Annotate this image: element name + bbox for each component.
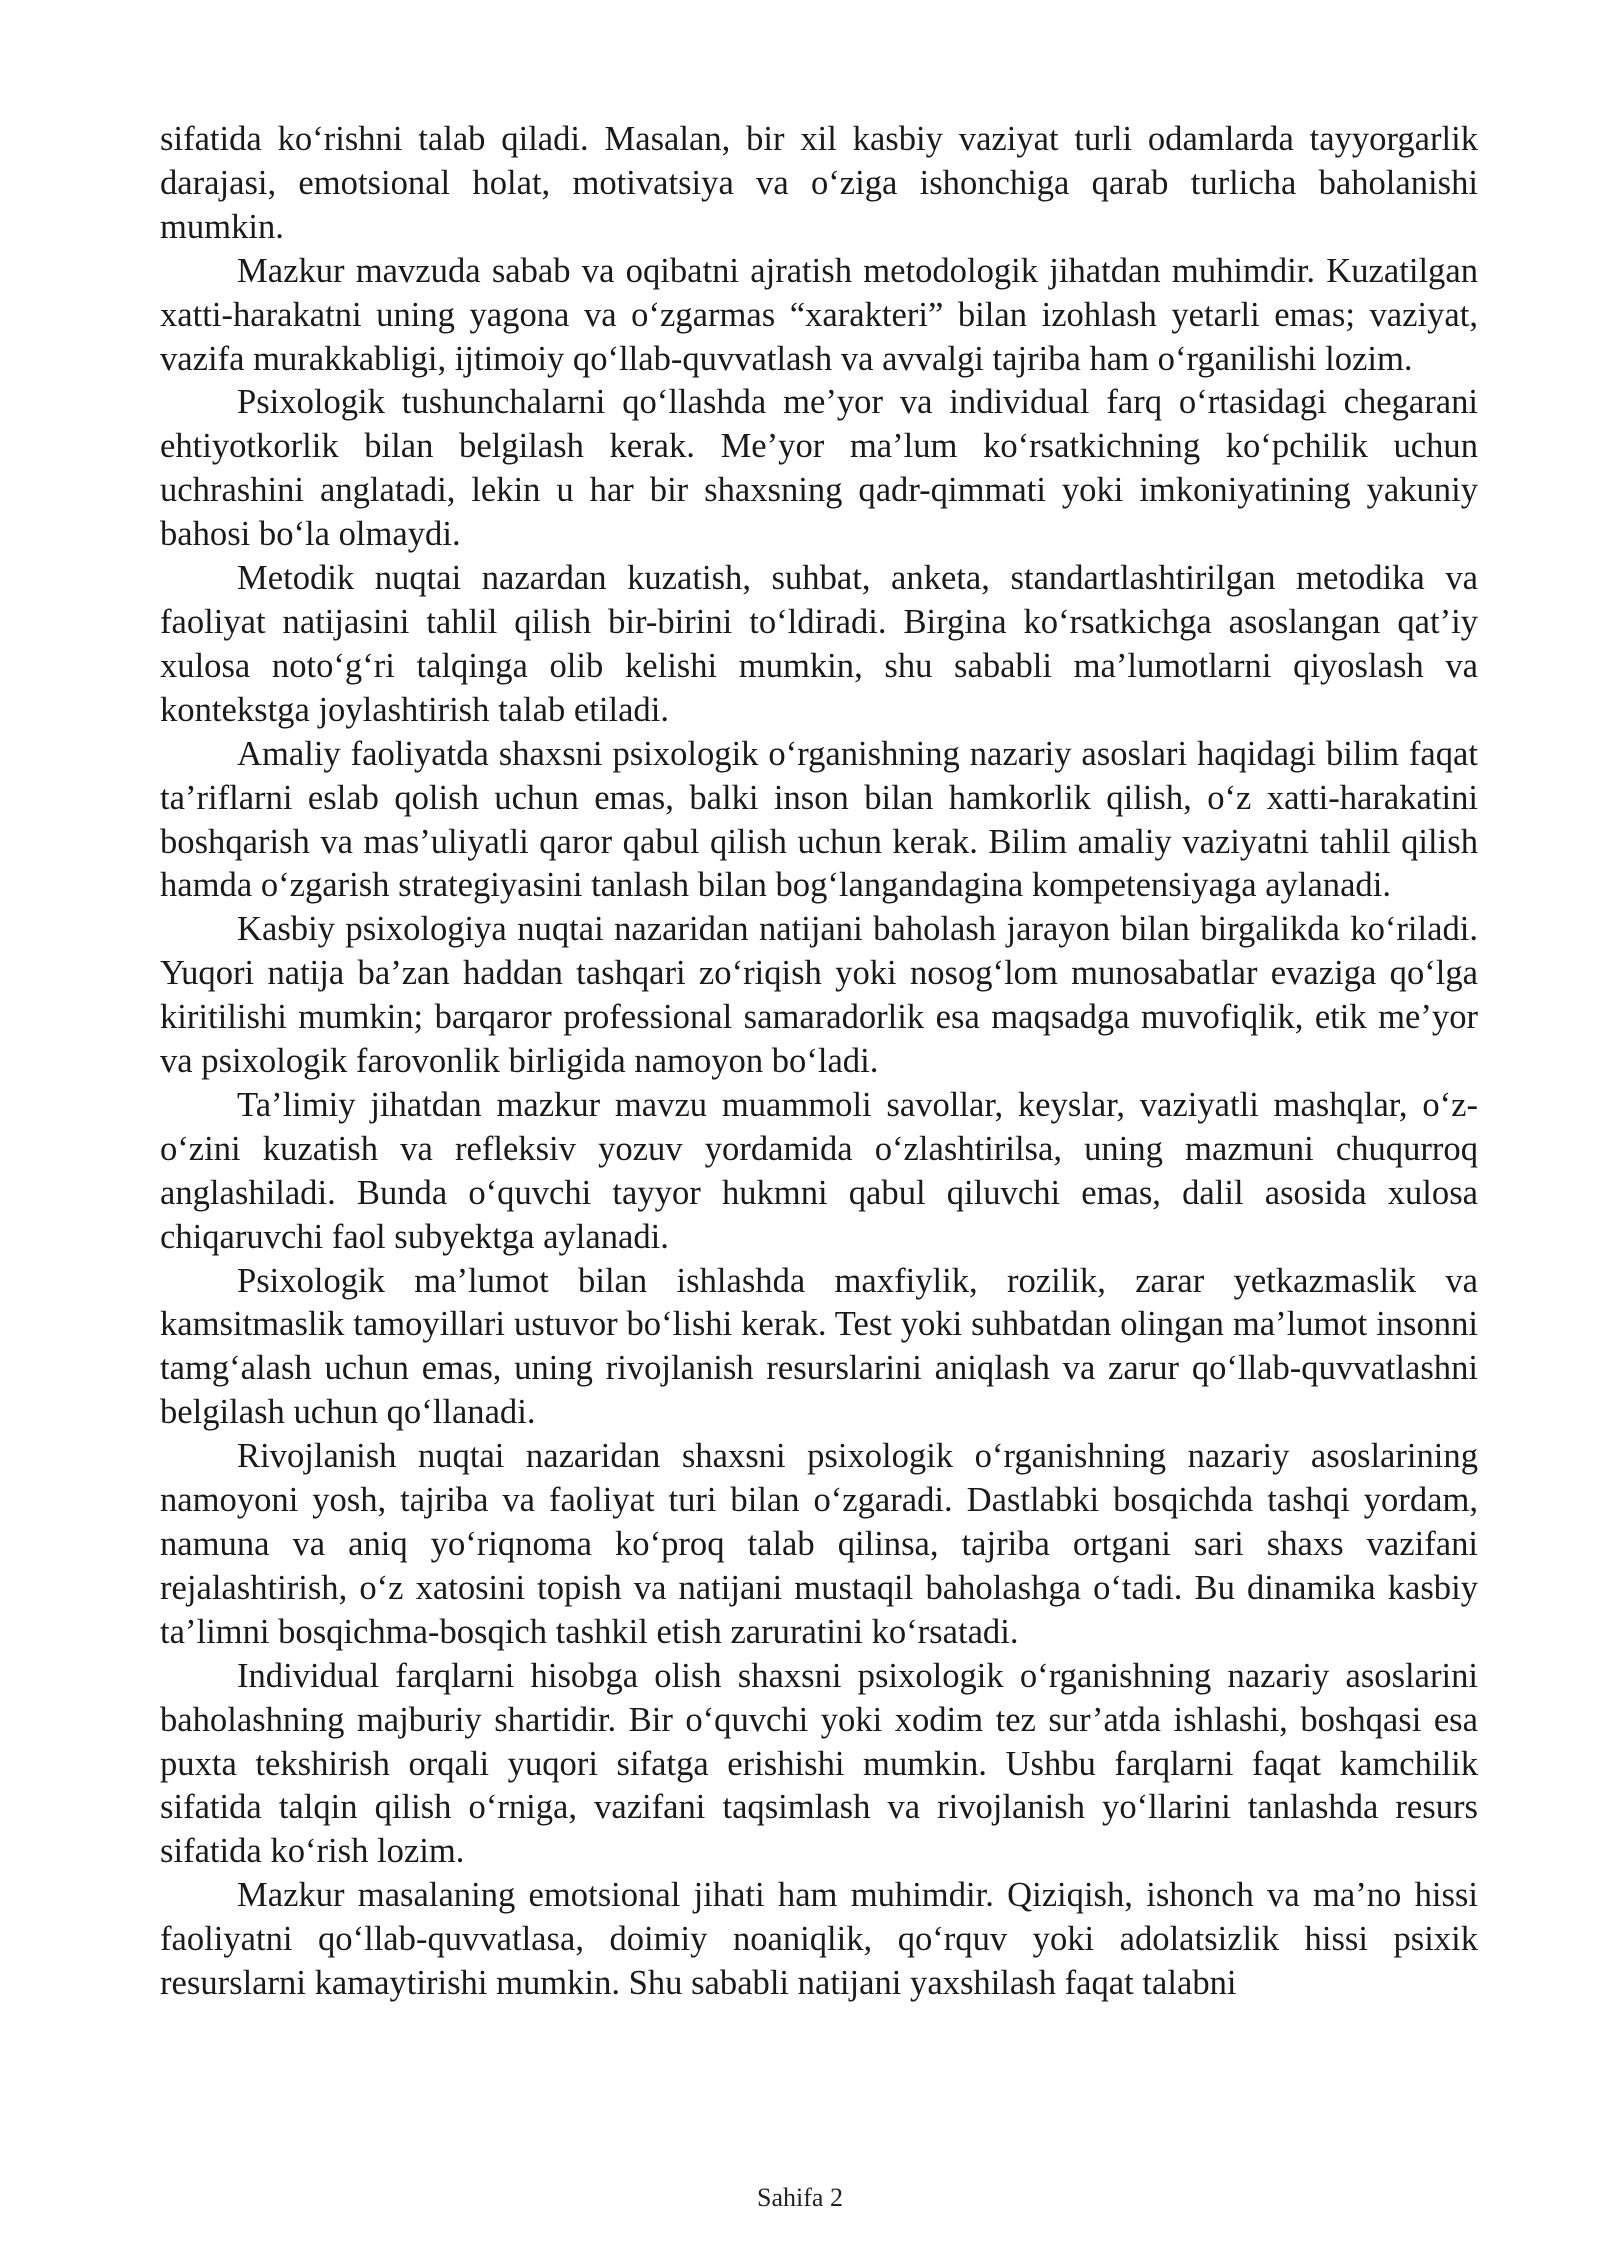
paragraph: Mazkur masalaning emotsional jihati ham muhimdir. Qiziqish, ishonch va ma’no hissi faoliyatni qo‘llab-quvvatlasa, doimiy noaniqlik, qo‘rquv yoki adolatsizlik hissi psixik resurslarni kamaytirishi mumkin. Shu sababli natijani yaxshilash faqat talabni <box>160 1876 1478 2003</box>
paragraph: Metodik nuqtai nazardan kuzatish, suhbat, anketa, standartlashtirilgan metodika va faoliyat natijasini tahlil qilish bir-birini to‘ldiradi. Birgina ko‘rsatkichga asoslangan qat’iy xulosa noto‘g‘ri talqinga olib kelishi mumkin, shu sababli ma’lumotlarni qiyoslash va kontekstga joylashtirish talab etiladi. <box>160 559 1478 729</box>
paragraph: Amaliy faoliyatda shaxsni psixologik o‘rganishning nazariy asoslari haqidagi bilim faqat ta’riflarni eslab qolish uchun emas, balki inson bilan hamkorlik qilish, o‘z xatti-harakatini boshqarish va mas’uliyatli qaror qabul qilish uchun kerak. Bilim amaliy vaziyatni tahlil qilish hamda o‘zgarish strategiyasini tanlash bilan bog‘langandagina kompetensiyaga aylanadi. <box>160 734 1478 905</box>
paragraph: Kasbiy psixologiya nuqtai nazaridan natijani baholash jarayon bilan birgalikda ko‘riladi. Yuqori natija ba’zan haddan tashqari zo‘riqish yoki nosog‘lom munosabatlar evaziga qo‘lga kiritilishi mumkin; barqaror professional samaradorlik esa maqsadga muvofiqlik, etik me’yor va psixologik farovonlik birligida namoyon bo‘ladi. <box>160 910 1478 1081</box>
paragraph: Rivojlanish nuqtai nazaridan shaxsni psixologik o‘rganishning nazariy asoslarining namoyoni yosh, tajriba va faoliyat turi bilan o‘zgaradi. Dastlabki bosqichda tashqi yordam, namuna va aniq yo‘riqnoma ko‘proq talab qilinsa, tajriba ortgani sari shaxs vazifani rejalashtirish, o‘z xatosini topish va natijani mustaqil baholashga o‘tadi. Bu dinamika kasbiy ta’limni bosqichma-bosqich tashkil etish zaruratini ko‘rsatadi. <box>160 1437 1478 1651</box>
page-number: Sahifa 2 <box>757 2183 843 2212</box>
paragraph: Ta’limiy jihatdan mazkur mavzu muammoli savollar, keyslar, vaziyatli mashqlar, o‘z-o‘zini kuzatish va refleksiv yozuv yordamida o‘zlashtirilsa, uning mazmuni chuqurroq anglashiladi. Bunda o‘quvchi tayyor hukmni qabul qiluvchi emas, dalil asosida xulosa chiqaruvchi faol subyektga aylanadi. <box>160 1085 1478 1256</box>
paragraph: Psixologik ma’lumot bilan ishlashda maxfiylik, rozilik, zarar yetkazmaslik va kamsitmaslik tamoyillari ustuvor bo‘lishi kerak. Test yoki suhbatdan olingan ma’lumot insonni tamg‘alash uchun emas, uning rivojlanish resurslarini aniqlash va zarur qo‘llab-quvvatlashni belgilash uchun qo‘llanadi. <box>160 1261 1478 1432</box>
body-text <box>160 118 1478 2006</box>
paragraph: Individual farqlarni hisobga olish shaxsni psixologik o‘rganishning nazariy asoslarini baholashning majburiy shartidir. Bir o‘quvchi yoki xodim tez sur’atda ishlashi, boshqasi esa puxta tekshirish orqali yuqori sifatga erishishi mumkin. Ushbu farqlarni faqat kamchilik sifatida talqin qilish o‘rniga, vazifani taqsimlash va rivojlanish yo‘llarini tanlashda resurs sifatida ko‘rish lozim. <box>160 1656 1478 1871</box>
paragraph: Psixologik tushunchalarni qo‘llashda me’yor va individual farq o‘rtasidagi chegarani ehtiyotkorlik bilan belgilash kerak. Me’yor ma’lum ko‘rsatkichning ko‘pchilik uchun uchrashini anglatadi, lekin u har bir shaxsning qadr-qimmati yoki imkoniyatining yakuniy bahosi bo‘la olmaydi. <box>160 383 1478 554</box>
paragraph: Mazkur mavzuda sabab va oqibatni ajratish metodologik jihatdan muhimdir. Kuzatilgan xatti-harakatni uning yagona va o‘zgarmas “xarakteri” bilan izohlash yetarli emas; vaziyat, vazifa murakkabligi, ijtimoiy qo‘llab-quvvatlash va avvalgi tajriba ham o‘rganilishi lozim. <box>160 251 1478 378</box>
paragraph: sifatida ko‘rishni talab qiladi. Masalan, bir xil kasbiy vaziyat turli odamlarda tayyorgarlik darajasi, emotsional holat, motivatsiya va o‘ziga ishonchiga qarab turlicha baholanishi mumkin. <box>160 120 1478 246</box>
